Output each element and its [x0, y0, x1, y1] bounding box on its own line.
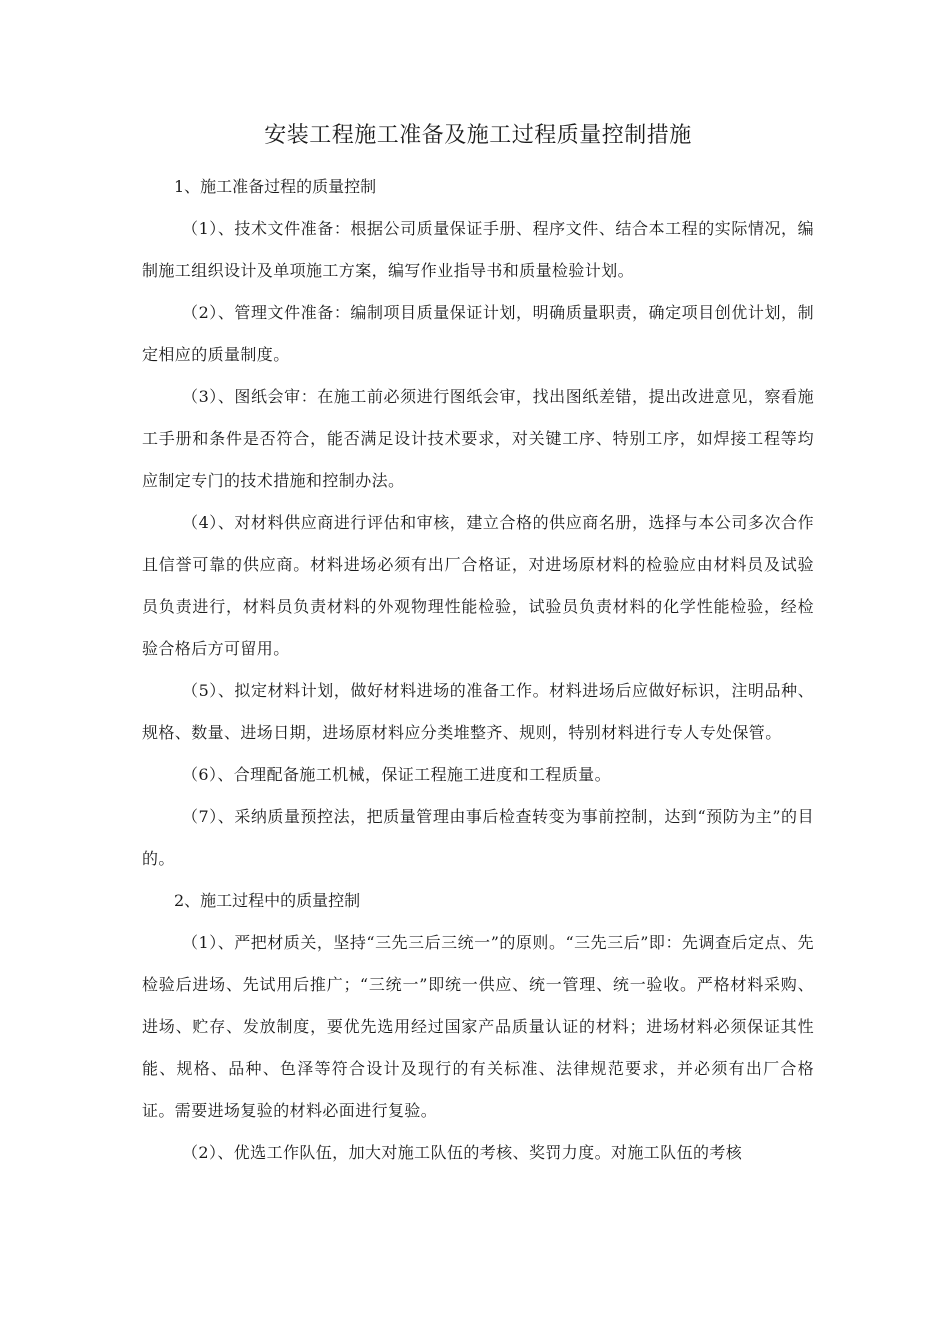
paragraph-1-3: （3）、图纸会审：在施工前必须进行图纸会审，找出图纸差错，提出改进意见，察看施工手册和条件是否符合，能否满足设计技术要求，对关键工序、特别工序，如焊接工程等均应制定专门的技术措施和控制办法。: [142, 387, 814, 490]
section-heading-1: 1、施工准备过程的质量控制: [174, 177, 377, 196]
document-body: [142, 116, 814, 1174]
paragraph-1-1: （1）、技术文件准备：根据公司质量保证手册、程序文件、结合本工程的实际情况，编制施工组织设计及单项施工方案，编写作业指导书和质量检验计划。: [142, 219, 814, 280]
document-title: 安装工程施工准备及施工过程质量控制措施: [264, 123, 692, 148]
paragraph-1-6: （6）、合理配备施工机械，保证工程施工进度和工程质量。: [182, 765, 611, 784]
paragraph-1-7: （7）、采纳质量预控法，把质量管理由事后检查转变为事前控制，达到“预防为主”的目的。: [142, 807, 814, 868]
paragraph-2-2: （2）、优选工作队伍，加大对施工队伍的考核、奖罚力度。对施工队伍的考核: [182, 1143, 743, 1162]
paragraph-2-1: （1）、严把材质关，坚持“三先三后三统一”的原则。“三先三后”即：先调查后定点、先检验后进场、先试用后推广；“三统一”即统一供应、统一管理、统一验收。严格材料采购、进场、贮存、发放制度，要优先选用经过国家产品质量认证的材料；进场材料必须保证其性能、规格、品种、色泽等符合设计及现行的有关标准、法律规范要求，并必须有出厂合格证。需要进场复验的材料必面进行复验。: [142, 933, 814, 1120]
paragraph-1-5: （5）、拟定材料计划，做好材料进场的准备工作。材料进场后应做好标识，注明品种、规格、数量、进场日期，进场原材料应分类堆整齐、规则，特别材料进行专人专处保管。: [142, 681, 814, 742]
section-heading-2: 2、施工过程中的质量控制: [174, 891, 361, 910]
paragraph-1-2: （2）、管理文件准备：编制项目质量保证计划，明确质量职责，确定项目创优计划，制定相应的质量制度。: [142, 303, 814, 364]
paragraph-1-4: （4）、对材料供应商进行评估和审核，建立合格的供应商名册，选择与本公司多次合作且信誉可靠的供应商。材料进场必须有出厂合格证，对进场原材料的检验应由材料员及试验员负责进行，材料员负责材料的外观物理性能检验，试验员负责材料的化学性能检验，经检验合格后方可留用。: [142, 513, 814, 658]
